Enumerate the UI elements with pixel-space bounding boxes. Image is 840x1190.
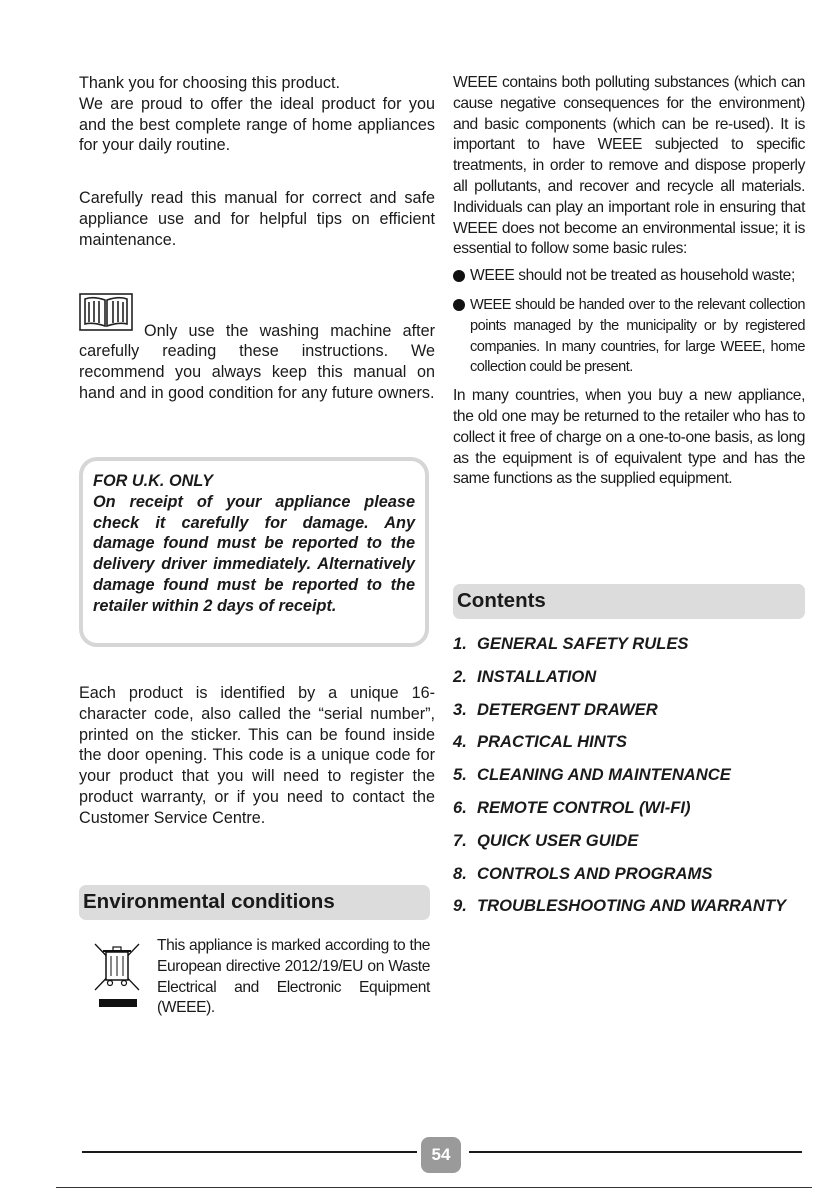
open-book-icon (79, 293, 133, 331)
contents-item[interactable]: 5. CLEANING AND MAINTENANCE (453, 765, 731, 785)
footer-rule-right (469, 1151, 802, 1153)
contents-item[interactable]: 1. GENERAL SAFETY RULES (453, 634, 689, 653)
right-column (453, 73, 805, 490)
uk-only-heading: FOR U.K. ONLY (93, 472, 213, 490)
list-item: WEEE should not be treated as household waste; (453, 266, 805, 287)
page-bottom-rule (56, 1187, 812, 1188)
weee-crossed-bin-icon (92, 938, 142, 1013)
read-manual-paragraph: Carefully read this manual for correct and safe appliance use and for helpful tips on efficient maintenance. (79, 189, 435, 249)
environmental-text: This appliance is marked according to the European directive 2012/19/EU on Waste Electrical and Electronic Equipment (WEEE). (157, 937, 430, 1017)
contents-item[interactable]: 4. PRACTICAL HINTS (453, 732, 627, 752)
contents-item[interactable]: 8. CONTROLS AND PROGRAMS (453, 863, 713, 883)
page-number: 54 (421, 1137, 461, 1173)
weee-rules-list (453, 266, 805, 378)
weee-intro-paragraph: WEEE contains both polluting substances (which can cause negative consequences for the environment) and basic components (which can be re-used). It is important to have WEEE subjected to specific treatments, in order to remove and dispose properly all pollutants, and recover and recycle all materials. Individuals can play an important role in ensuring that WEEE does not become an environmental issue; it is essential to follow some basic rules: (453, 74, 805, 258)
contents-item[interactable]: 6. REMOTE CONTROL (WI-FI) (453, 797, 691, 817)
uk-only-notice (79, 457, 429, 647)
serial-number-paragraph: Each product is identified by a unique 16-character code, also called the “serial number”, printed on the sticker. This can be found inside the door opening. This code is a unique code for your product that you will need to register the product warranty, or if you need to contact the Customer Service Centre. (79, 684, 435, 827)
intro-proud: We are proud to offer the ideal product for you and the best complete range of home appliances for your daily routine. (79, 94, 435, 155)
contents-list (453, 633, 813, 928)
contents-item[interactable]: 7. QUICK USER GUIDE (453, 830, 639, 850)
intro-thanks: Thank you for choosing this product. (79, 74, 340, 92)
left-column (79, 73, 435, 404)
bullet-dot-icon (453, 299, 465, 311)
contents-heading: Contents (453, 584, 805, 619)
contents-item[interactable]: 3. DETERGENT DRAWER (453, 699, 658, 719)
uk-only-text: On receipt of your appliance please check it carefully for damage. Any damage found must be reported to the delivery driver immediately. Alternatively damage found must be reported to the retailer within 2 days of receipt. (93, 492, 415, 615)
bullet-dot-icon (453, 270, 465, 282)
manual-notice (79, 293, 435, 404)
environmental-conditions-heading: Environmental conditions (79, 885, 430, 920)
footer-rule-left (82, 1151, 417, 1153)
only-use-paragraph: Only use the washing machine after carefully reading these instructions. We recommend you always keep this manual on hand and in good condition for any future owners. (79, 321, 435, 402)
list-item: WEEE should be handed over to the relevant collection points managed by the municipality or by registered companies. In many countries, for large WEEE, home collection could be present. (453, 295, 805, 378)
contents-item[interactable]: 2. INSTALLATION (453, 666, 597, 686)
new-appliance-paragraph: In many countries, when you buy a new appliance, the old one may be returned to the retailer who has to collect it free of charge on a one-to-one basis, as long as the equipment is of equivalent type and has the same functions as the supplied equipment. (453, 387, 805, 488)
contents-item[interactable]: 9. TROUBLESHOOTING AND WARRANTY (453, 896, 787, 916)
